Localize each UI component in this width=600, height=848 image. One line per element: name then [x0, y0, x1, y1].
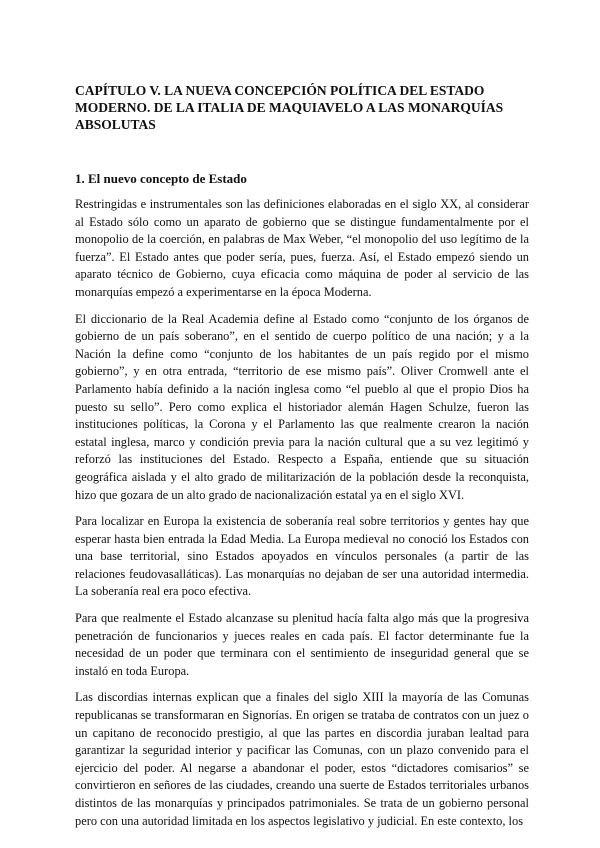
- paragraph-2: El diccionario de la Real Academia define al Estado como “conjunto de los órganos de gobierno de un país soberano”, en el sentido de cuerpo político de una nación; y a la Nación la define como “conjunto de los habitantes de un país regido por el mismo gobierno”, y en otra entrada, “territorio de ese mismo país”. Oliver Cromwell ante el Parlamento había definido a la nación inglesa como “el pueblo al que el propio Dios ha puesto su sello”. Pero como explica el historiador alemán Hagen Schulze, fueron las instituciones políticas, la Corona y el Parlamento las que realmente crearon la nación estatal inglesa, marco y condición previa para la nación cultural que a su vez legitimó y reforzó las instituciones del Estado. Respecto a España, entiende que su situación geográfica aislada y el alto grado de militarización de la población desde la reconquista, hizo que gozara de un alto grado de nacionalización estatal ya en el siglo XVI.: [75, 311, 529, 502]
- section-title: 1. El nuevo concepto de Estado: [75, 171, 247, 186]
- paragraph-1: Restringidas e instrumentales son las definiciones elaboradas en el siglo XX, al considerar al Estado sólo como un aparato de gobierno que se distingue fundamentalmente por el monopolio de la coerción, en palabras de Max Weber, “el monopolio del uso legítimo de la fuerza”. El Estado antes que poder sería, pues, fuerza. Así, el Estado empezó siendo un aparato técnico de Gobierno, cuya eficacia como máquina de poder al servicio de las monarquías empezó a experimentarse en la época Moderna.: [75, 197, 529, 299]
- paragraph-4: Para que realmente el Estado alcanzase su plenitud hacía falta algo más que la progresiva penetración de funcionarios y jueces reales en cada país. El factor determinante fue la necesidad de un poder que terminara con el sentimiento de inseguridad general que se instaló en toda Europa.: [75, 611, 529, 678]
- document-page: [75, 82, 529, 839]
- paragraph-3: Para localizar en Europa la existencia de soberanía real sobre territorios y gentes hay que esperar hasta bien entrada la Edad Media. La Europa medieval no conoció los Estados con una base territorial, sino Estados apoyados en vínculos personales (a partir de las relaciones feudovasalláticas). Las monarquías no dejaban de ser una autoridad intermedia. La soberanía real era poco efectiva.: [75, 514, 529, 599]
- chapter-title: CAPÍTULO V. LA NUEVA CONCEPCIÓN POLÍTICA DEL ESTADO MODERNO. DE LA ITALIA DE MAQUIAVELO A LAS MONARQUÍAS ABSOLUTAS: [75, 83, 504, 132]
- paragraph-5: Las discordias internas explican que a finales del siglo XIII la mayoría de las Comunas republicanas se transformaran en Signorías. En origen se trataba de contratos con un juez o un capitano de reconocido prestigio, al que las partes en discordia juraban lealtad para garantizar la seguridad interior y pacificar las Comunas, con un plazo convenido para el ejercicio del poder. Al negarse a abandonar el poder, estos “dictadores comisarios” se convirtieron en señores de las ciudades, creando una suerte de Estados territoriales urbanos distintos de las monarquías y principados patrimoniales. Se trata de un gobierno personal pero con una autoridad limitada en los aspectos legislativo y judicial. En este contexto, los: [75, 690, 529, 828]
